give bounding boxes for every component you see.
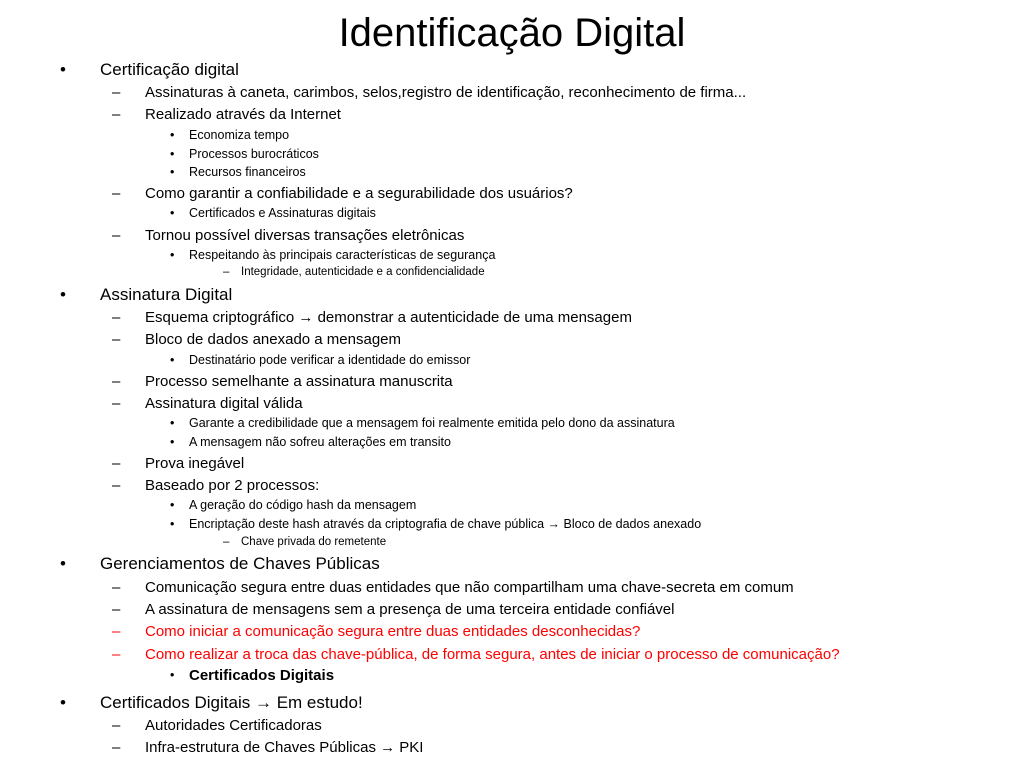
list-item-text: A assinatura de mensagens sem a presença de uma terceira entidade confiável [145, 601, 675, 618]
bullet-marker: – [112, 739, 121, 756]
bullet-marker: – [112, 185, 121, 202]
bullet-marker: • [60, 554, 66, 573]
slide-title: Identificação Digital [338, 11, 686, 55]
bullet-marker: • [60, 285, 66, 304]
list-item-text: A mensagem não sofreu alterações em transito [189, 435, 451, 449]
list-item-text: Encriptação deste hash através da criptografia de chave pública → Bloco de dados anexado [189, 517, 702, 531]
list-item-text: Economiza tempo [189, 128, 290, 142]
bullet-marker: • [170, 353, 175, 367]
bullet-marker: – [112, 373, 121, 390]
list-item-text: Processo semelhante a assinatura manuscrita [145, 373, 453, 390]
bullet-marker: – [112, 455, 121, 472]
list-item-text: Realizado através da Internet [145, 106, 341, 123]
list-item-text: Certificados Digitais → Em estudo! [100, 693, 363, 712]
bullet-marker: – [112, 106, 121, 123]
list-item-text: Garante a credibilidade que a mensagem foi realmente emitida pelo dono da assinatura [189, 416, 675, 430]
bullet-marker: • [170, 435, 175, 449]
bullet-marker: – [112, 84, 121, 101]
list-item-text: A geração do código hash da mensagem [189, 498, 417, 512]
bullet-marker: • [60, 60, 66, 79]
arrow-right-icon: → [250, 693, 277, 712]
bullet-marker: • [170, 517, 175, 531]
bullet-marker: – [112, 579, 121, 596]
list-item-text: Chave privada do remetente [241, 536, 387, 548]
list-item-text: Certificados e Assinaturas digitais [189, 206, 376, 220]
bullet-marker: • [170, 416, 175, 430]
bullet-marker: • [170, 668, 175, 682]
list-item-text: Gerenciamentos de Chaves Públicas [100, 554, 380, 573]
list-item-text: Como garantir a confiabilidade e a segurabilidade dos usuários? [145, 185, 573, 202]
list-item-text: Recursos financeiros [189, 165, 306, 179]
list-item-text: Assinaturas à caneta, carimbos, selos,registro de identificação, reconhecimento de firma... [145, 84, 747, 101]
list-item-text: Integridade, autenticidade e a confidencialidade [241, 266, 485, 278]
bullet-marker: – [223, 266, 230, 278]
bullet-marker: • [170, 248, 175, 262]
list-item-text: Certificados Digitais [189, 667, 335, 684]
list-item-text: Comunicação segura entre duas entidades que não compartilham uma chave-secreta em comum [145, 579, 794, 596]
list-item-text: Baseado por 2 processos: [145, 477, 320, 494]
list-item-text: Respeitando às principais características de segurança [189, 248, 496, 262]
list-item-text: Como realizar a troca das chave-pública, de forma segura, antes de iniciar o processo de comunicação? [145, 646, 840, 663]
arrow-right-icon: → [544, 517, 564, 531]
bullet-marker: • [170, 147, 175, 161]
list-item-text: Destinatário pode verificar a identidade do emissor [189, 353, 471, 367]
bullet-marker: – [223, 536, 230, 548]
bullet-marker: – [112, 601, 121, 618]
list-item-text: Assinatura digital válida [145, 395, 303, 412]
list-item-text: Prova inegável [145, 455, 245, 472]
list-item-text: Bloco de dados anexado a mensagem [145, 331, 402, 348]
bullet-marker: • [60, 693, 66, 712]
list-item-text: Como iniciar a comunicação segura entre duas entidades desconhecidas? [145, 623, 641, 640]
bullet-marker: – [112, 395, 121, 412]
bullet-marker: • [170, 128, 175, 142]
bullet-marker: – [112, 227, 121, 244]
bullet-marker: – [112, 309, 121, 326]
arrow-right-icon: → [294, 309, 318, 326]
bullet-marker: – [112, 477, 121, 494]
bullet-marker: – [112, 646, 121, 663]
bullet-marker: • [170, 498, 175, 512]
bullet-marker: – [112, 331, 121, 348]
list-item-text: Processos burocráticos [189, 147, 319, 161]
bullet-marker: • [170, 206, 175, 220]
list-item-text: Certificação digital [100, 60, 239, 79]
list-item-text: Esquema criptográfico → demonstrar a autenticidade de uma mensagem [145, 309, 632, 326]
list-item-text: Infra-estrutura de Chaves Públicas → PKI [145, 739, 424, 756]
bullet-marker: • [170, 165, 175, 179]
list-item-text: Tornou possível diversas transações eletrônicas [145, 227, 465, 244]
list-item-text: Autoridades Certificadoras [145, 717, 322, 734]
bullet-marker: – [112, 623, 121, 640]
list-item-text: Assinatura Digital [100, 285, 233, 304]
bullet-marker: – [112, 717, 121, 734]
arrow-right-icon: → [375, 739, 400, 756]
